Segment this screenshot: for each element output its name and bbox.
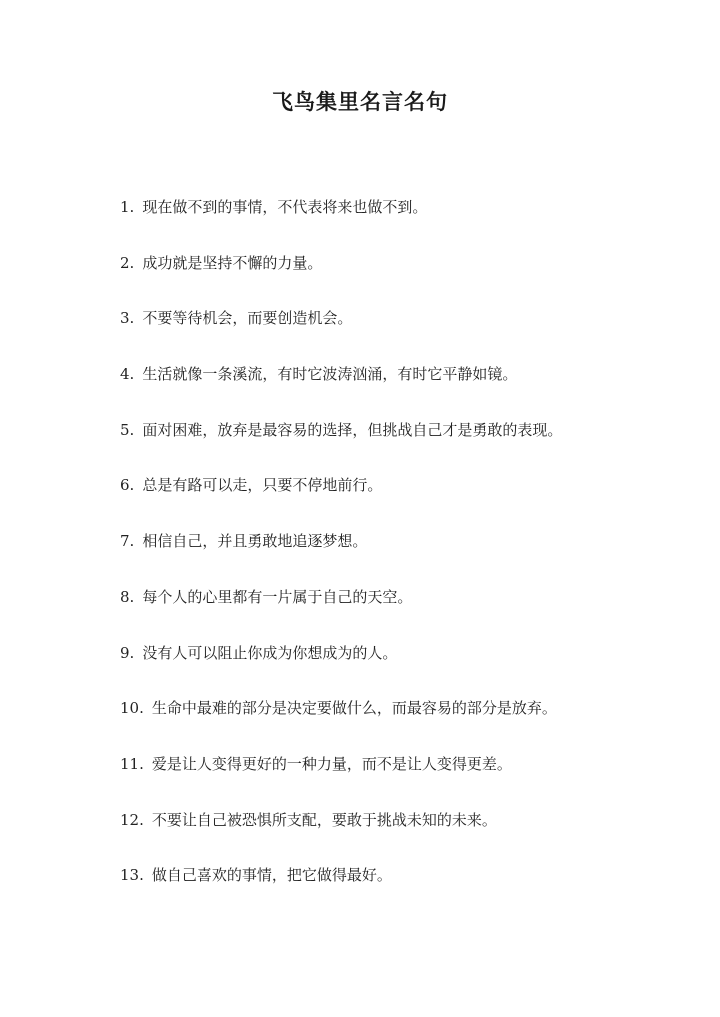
list-item — [120, 753, 680, 809]
list-item — [120, 586, 680, 642]
quote-text: 不要让自己被恐惧所支配，要敢于挑战未知的未来。 — [151, 810, 497, 829]
page-title: 飞鸟集里名言名句 — [272, 89, 448, 114]
quote-text: 生活就像一条溪流，有时它波涛汹涌，有时它平静如镜。 — [142, 365, 518, 384]
list-item — [120, 809, 680, 865]
list-item — [120, 419, 680, 475]
quote-number: 6. — [120, 476, 135, 495]
quote-text: 面对困难，放弃是最容易的选择，但挑战自己才是勇敢的表现。 — [142, 420, 563, 439]
list-item — [120, 642, 680, 698]
quote-text: 相信自己，并且勇敢地追逐梦想。 — [142, 532, 368, 551]
list-item — [120, 697, 680, 753]
quote-text: 成功就是坚持不懈的力量。 — [142, 253, 323, 272]
list-item — [120, 196, 680, 252]
quote-number: 9. — [120, 643, 135, 662]
list-item — [120, 530, 680, 586]
list-item — [120, 864, 680, 920]
quote-number: 1. — [120, 198, 135, 216]
quote-number: 8. — [120, 587, 135, 606]
quote-text: 做自己喜欢的事情，把它做得最好。 — [151, 866, 392, 885]
quote-number: 12. — [120, 810, 144, 829]
quote-list — [120, 196, 680, 920]
quote-number: 7. — [120, 532, 135, 551]
quote-text: 每个人的心里都有一片属于自己的天空。 — [142, 587, 413, 606]
quote-text: 没有人可以阻止你成为你想成为的人。 — [142, 643, 398, 662]
quote-text: 生命中最难的部分是决定要做什么，而最容易的部分是放弃。 — [151, 699, 557, 718]
quote-number: 4. — [120, 365, 135, 384]
quote-number: 3. — [120, 309, 135, 328]
quote-text: 不要等待机会，而要创造机会。 — [142, 309, 353, 328]
quote-number: 2. — [120, 253, 135, 272]
list-item — [120, 307, 680, 363]
list-item — [120, 363, 680, 419]
quote-number: 11. — [120, 754, 144, 773]
quote-number: 13. — [120, 866, 144, 885]
quote-text: 现在做不到的事情，不代表将来也做不到。 — [142, 198, 428, 216]
quote-number: 10. — [120, 699, 144, 718]
list-item — [120, 252, 680, 308]
list-item — [120, 474, 680, 530]
quote-text: 爱是让人变得更好的一种力量，而不是让人变得更差。 — [151, 754, 512, 773]
quote-number: 5. — [120, 420, 135, 439]
quote-text: 总是有路可以走，只要不停地前行。 — [142, 476, 383, 495]
